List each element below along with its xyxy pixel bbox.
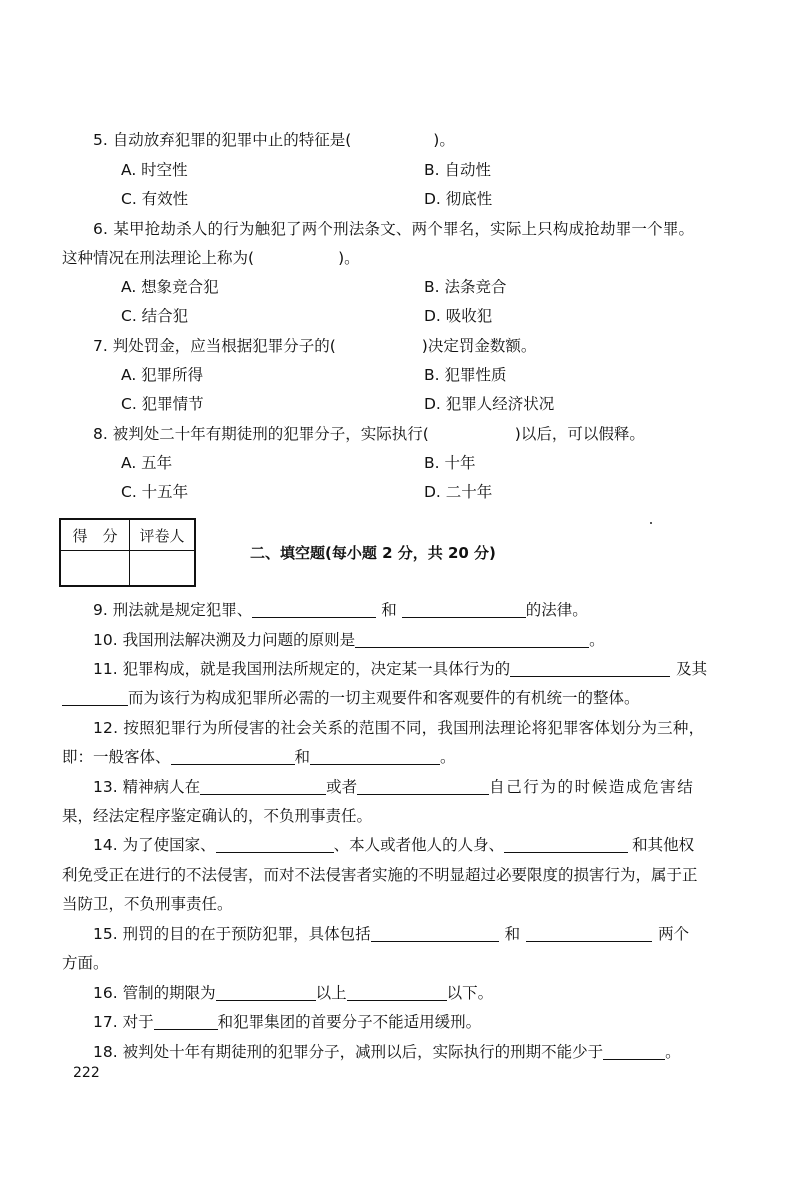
question-5-stem-end: )。 — [433, 131, 455, 149]
question-13-text: 自己行为的时候造成危害结 — [489, 778, 695, 796]
option-8d: D. 二十年 — [424, 483, 493, 501]
question-11-line2 — [62, 688, 640, 708]
answer-blank — [510, 662, 670, 677]
option-7c: C. 犯罪情节 — [121, 395, 204, 413]
option-5c: C. 有效性 — [121, 190, 189, 208]
question-18-text: 18. 被判处十年有期徒刑的犯罪分子，减刑以后，实际执行的刑期不能少于 — [93, 1043, 604, 1061]
question-8-stem-end: )以后，可以假释。 — [514, 425, 645, 443]
question-12-text: 即：一般客体、 — [62, 748, 171, 766]
answer-blank — [310, 750, 440, 765]
option-7a: A. 犯罪所得 — [121, 366, 204, 384]
option-7b: B. 犯罪性质 — [424, 366, 507, 384]
question-12-text: 。 — [440, 748, 456, 766]
question-9-text: 和 — [381, 601, 397, 619]
answer-blank — [216, 986, 316, 1001]
question-12-line2 — [62, 747, 456, 767]
question-16-text: 以下。 — [446, 984, 494, 1002]
question-6-line1: 6. 某甲抢劫杀人的行为触犯了两个刑法条文、两个罪名，实际上只构成抢劫罪一个罪。 — [93, 220, 695, 238]
answer-blank — [347, 986, 447, 1001]
answer-blank — [603, 1045, 665, 1060]
option-5d: D. 彻底性 — [424, 190, 493, 208]
question-17-text: 和犯罪集团的首要分子不能适用缓刑。 — [217, 1013, 482, 1031]
option-8a: A. 五年 — [121, 454, 173, 472]
question-13-text: 13. 精神病人在 — [93, 778, 201, 796]
question-14-line3: 当防卫，不负刑事责任。 — [62, 895, 233, 913]
question-17 — [93, 1012, 481, 1032]
option-6b: B. 法条竞合 — [424, 278, 507, 296]
question-6-line2 — [62, 248, 360, 268]
question-14-line1 — [93, 835, 694, 855]
option-6d: D. 吸收犯 — [424, 307, 493, 325]
question-10 — [93, 630, 605, 650]
question-12-text: 和 — [294, 748, 311, 766]
score-cell — [60, 551, 130, 587]
question-10-text: 10. 我国刑法解决溯及力问题的原则是 — [93, 631, 356, 649]
question-13-line2: 果，经法定程序鉴定确认的，不负刑事责任。 — [62, 807, 373, 825]
answer-blank — [154, 1015, 218, 1030]
answer-blank — [62, 691, 128, 706]
question-15-text: 15. 刑罚的目的在于预防犯罪，具体包括 — [93, 925, 371, 943]
option-5a: A. 时空性 — [121, 161, 188, 179]
question-5-stem: 5. 自动放弃犯罪的犯罪中止的特征是( — [93, 131, 352, 149]
question-6-stem-end: )。 — [338, 249, 360, 267]
question-16 — [93, 983, 493, 1003]
option-6c: C. 结合犯 — [121, 307, 189, 325]
question-8 — [93, 424, 645, 444]
question-11-text: 及其 — [676, 660, 708, 678]
question-11-line1 — [93, 659, 707, 679]
question-6-stem: 这种情况在刑法理论上称为( — [62, 249, 255, 267]
option-6a: A. 想象竞合犯 — [121, 278, 219, 296]
grader-label: 评卷人 — [130, 519, 196, 551]
question-14-text: 和其他权 — [632, 836, 695, 854]
page-number: 222 — [73, 1065, 100, 1081]
question-18-text: 。 — [665, 1043, 681, 1061]
answer-blank — [402, 603, 526, 618]
question-8-stem: 8. 被判处二十年有期徒刑的犯罪分子，实际执行( — [93, 425, 429, 443]
question-9-text: 9. 刑法就是规定犯罪、 — [93, 601, 253, 619]
question-14-text: 、本人或者他人的人身、 — [333, 836, 505, 854]
question-7-stem-end: )决定罚金数额。 — [421, 337, 537, 355]
question-14-text: 14. 为了使国家、 — [93, 836, 216, 854]
stray-mark — [650, 522, 652, 524]
question-13-text: 或者 — [326, 778, 358, 796]
question-15-text: 两个 — [658, 925, 690, 943]
option-8b: B. 十年 — [424, 454, 476, 472]
answer-blank — [371, 927, 499, 942]
question-17-text: 17. 对于 — [93, 1013, 154, 1031]
answer-blank — [526, 927, 652, 942]
question-7-stem: 7. 判处罚金，应当根据犯罪分子的( — [93, 337, 336, 355]
question-7 — [93, 336, 536, 356]
option-5b: B. 自动性 — [424, 161, 491, 179]
question-15-line2: 方面。 — [62, 954, 109, 972]
question-11-text: 11. 犯罪构成，就是我国刑法所规定的，决定某一具体行为的 — [93, 660, 511, 678]
question-14-line2: 利免受正在进行的不法侵害，而对不法侵害者实施的不明显超过必要限度的损害行为，属于正 — [62, 866, 698, 884]
option-7d: D. 犯罪人经济状况 — [424, 395, 555, 413]
section-2-title: 二、填空题(每小题 2 分，共 20 分) — [250, 544, 496, 562]
answer-blank — [200, 780, 326, 795]
question-11-text: 而为该行为构成犯罪所必需的一切主观要件和客观要件的有机统一的整体。 — [128, 689, 640, 707]
question-5 — [93, 130, 455, 150]
question-16-text: 16. 管制的期限为 — [93, 984, 216, 1002]
question-15-line1 — [93, 924, 689, 944]
question-18 — [93, 1042, 681, 1062]
option-8c: C. 十五年 — [121, 483, 189, 501]
grader-cell — [130, 551, 196, 587]
score-label: 得 分 — [60, 519, 130, 551]
answer-blank — [504, 838, 628, 853]
answer-blank — [252, 603, 376, 618]
answer-blank — [355, 633, 589, 648]
question-10-text: 。 — [589, 631, 605, 649]
question-16-text: 以上 — [315, 984, 347, 1002]
answer-blank — [357, 780, 489, 795]
question-15-text: 和 — [504, 925, 521, 943]
question-9 — [93, 600, 588, 620]
answer-blank — [171, 750, 295, 765]
question-12-line1: 12. 按照犯罪行为所侵害的社会关系的范围不同，我国刑法理论将犯罪客体划分为三种， — [93, 719, 705, 737]
answer-blank — [216, 838, 334, 853]
score-box — [59, 518, 196, 587]
question-9-text: 的法律。 — [525, 601, 588, 619]
question-13-line1 — [93, 777, 694, 797]
